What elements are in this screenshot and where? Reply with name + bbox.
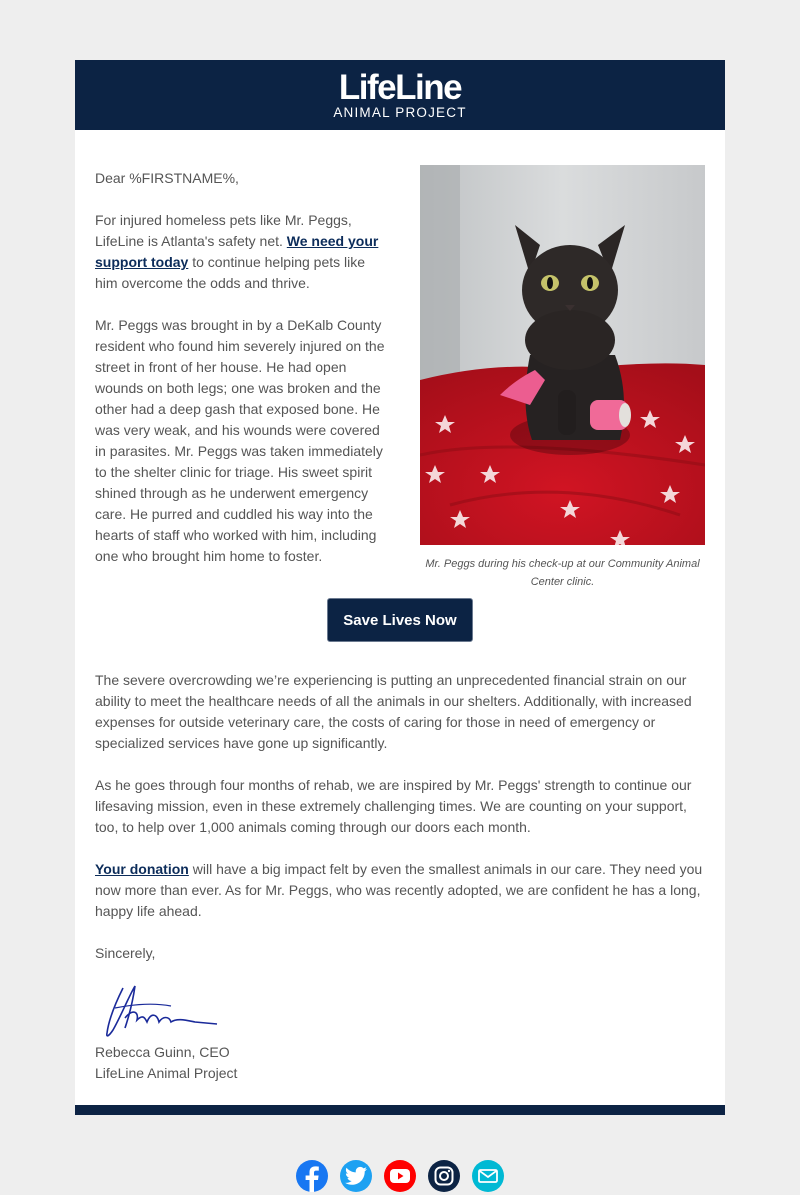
photo-caption: Mr. Peggs during his check-up at our Community Animal Center clinic. — [425, 558, 700, 588]
signer-name: Rebecca Guinn, CEO — [95, 1044, 230, 1060]
ceo-signature — [95, 978, 225, 1042]
social-links — [0, 1160, 800, 1192]
intro-row — [95, 130, 705, 591]
logo-subtitle: ANIMAL PROJECT — [333, 105, 467, 120]
email-header — [75, 60, 725, 130]
youtube-icon[interactable] — [384, 1160, 416, 1192]
cta-wrapper — [95, 598, 705, 642]
lifeline-logo[interactable] — [333, 70, 466, 120]
paragraph-intro — [95, 210, 385, 294]
email-icon[interactable] — [472, 1160, 504, 1192]
signer-organization: LifeLine Animal Project — [95, 1065, 238, 1081]
intro-text-column — [95, 165, 385, 591]
closing: Sincerely, — [95, 945, 156, 961]
footer-bar — [75, 1105, 725, 1115]
support-link[interactable]: We need your support today — [95, 233, 379, 270]
kitten-photo — [420, 165, 705, 545]
twitter-icon[interactable] — [340, 1160, 372, 1192]
logo-wordmark: LifeLine — [338, 68, 462, 107]
paragraph-donation — [95, 859, 705, 922]
donation-link[interactable]: Your donation — [95, 861, 189, 877]
intro-text-end: to continue helping pets like him overcome the odds and thrive. — [95, 254, 366, 291]
paragraph-story: Mr. Peggs was brought in by a DeKalb County resident who found him severely injured on the street in front of her house. He had open wounds on both legs; one was broken and the other had a deep gash that exposed bone. He was very weak, and his wounds were covered in parasites. Mr. Peggs was taken immediately to the shelter clinic for triage. His sweet spirit shined through as he underwent emergency care. He purred and cuddled his way into the hearts of staff who worked with him, including one who brought him home to foster. — [95, 317, 385, 564]
instagram-icon[interactable] — [428, 1160, 460, 1192]
email-container — [75, 60, 725, 1115]
save-lives-now-button[interactable]: Save Lives Now — [327, 598, 473, 642]
paragraph-rehab: As he goes through four months of rehab, we are inspired by Mr. Peggs' strength to continue our lifesaving mission, even in these extremely challenging times. We are counting on your support, too, to help over 1,000 animals coming through our doors each month. — [95, 777, 692, 835]
paragraph-overcrowding: The severe overcrowding we’re experiencing is putting an unprecedented financial strain on our ability to meet the healthcare needs of all the animals in our shelters. Additionally, with increased expenses for outside veterinary care, the costs of caring for those in need of emergency or specialized services have gone up significantly. — [95, 672, 692, 751]
email-body — [75, 130, 725, 1084]
donation-text: will have a big impact felt by even the smallest animals in our care. They need you now more than ever. As for Mr. Peggs, who was recently adopted, we are confident he has a long, happy life ahead. — [95, 861, 703, 919]
intro-text-start: For injured homeless pets like Mr. Peggs, LifeLine is Atlanta's safety net. — [95, 212, 352, 249]
photo-column — [420, 165, 705, 591]
facebook-icon[interactable] — [296, 1160, 328, 1192]
greeting: Dear %FIRSTNAME%, — [95, 170, 239, 186]
